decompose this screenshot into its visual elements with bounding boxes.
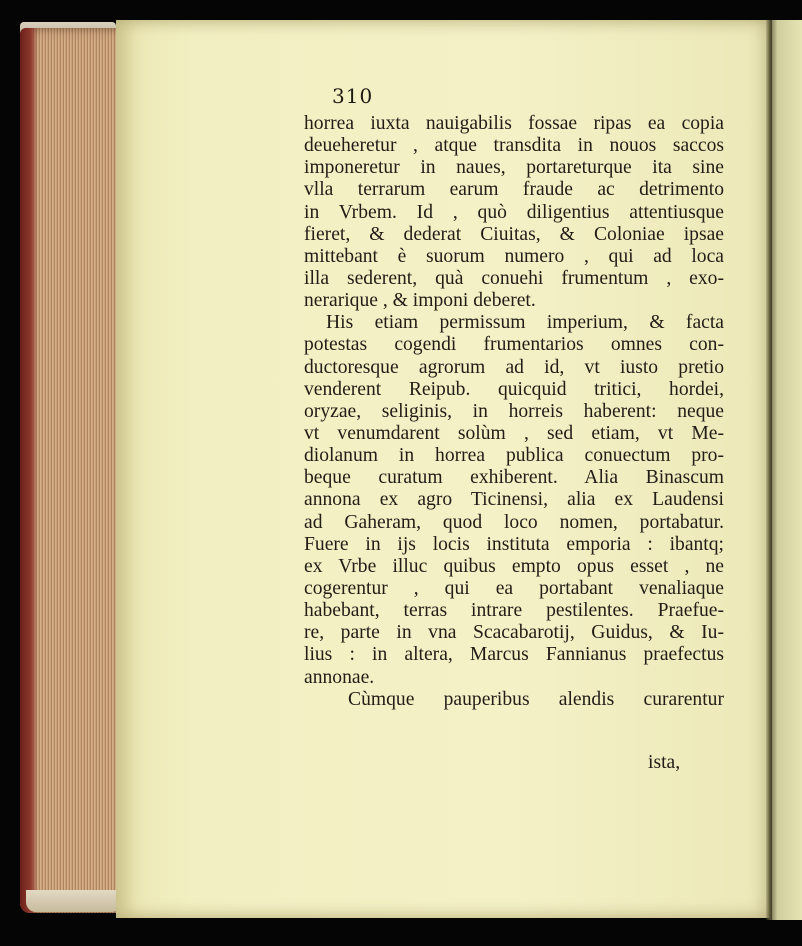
page-number: 310 — [332, 84, 374, 108]
text-line: in Vrbem. Id , quò diligentius attentiusque — [304, 201, 724, 223]
text-line: re, parte in vna Scacabarotij, Guidus, & Iu- — [304, 622, 724, 644]
text-line: annona ex agro Ticinensi, alia ex Laudensi — [304, 489, 724, 511]
text-line: vt venumdarent solùm , sed etiam, vt Me- — [304, 422, 724, 444]
text-line: potestas cogendi frumentarios omnes con- — [304, 334, 724, 356]
text-line: beque curatum exhiberent. Alia Binascum — [304, 467, 724, 489]
text-line: oryzae, seliginis, in horreis haberent: neque — [304, 400, 724, 422]
text-line: vlla terrarum earum fraude ac detrimento — [304, 179, 724, 201]
facing-page-sliver — [772, 20, 802, 920]
text-line: fieret, & dederat Ciuitas, & Coloniae ipsae — [304, 223, 724, 245]
book-fore-edge — [20, 28, 118, 913]
text-line: Fuere in ijs locis instituta emporia : ibantq; — [304, 533, 724, 555]
text-line: Cùmque pauperibus alendis curarentur — [348, 688, 724, 710]
text-line: ductoresque agrorum ad id, vt iusto pretio — [304, 356, 724, 378]
text-line: horrea iuxta nauigabilis fossae ripas ea copia — [304, 113, 724, 134]
text-line: imponeretur in naues, portareturque ita sine — [304, 157, 724, 179]
text-line: ad Gaheram, quod loco nomen, portabatur. — [304, 511, 724, 533]
text-line: habebant, terras intrare pestilentes. Praefue- — [304, 600, 724, 622]
text-line: ex Vrbe illuc quibus empto opus esset , ne — [304, 555, 724, 577]
text-line: nerarique , & imponi deberet. — [304, 290, 536, 312]
text-line: illa sederent, quà conuehi frumentum , exo- — [304, 267, 724, 289]
text-line: diolanum in horrea publica conuectum pro- — [304, 445, 724, 467]
text-line: annonae. — [304, 666, 375, 688]
text-line: lius : in altera, Marcus Fannianus praefectus — [304, 644, 724, 666]
book-bottom-edge — [26, 890, 118, 912]
body-text — [304, 113, 724, 711]
text-line: venderent Reipub. quicquid tritici, hordei, — [304, 378, 724, 400]
text-line: deueheretur , atque transdita in nouos saccos — [304, 135, 724, 157]
text-line: His etiam permissum imperium, & facta — [326, 312, 724, 334]
catchword: ista, — [648, 752, 681, 773]
text-line: cogerentur , qui ea portabant venaliaque — [304, 577, 724, 599]
text-line: mittebant è suorum numero , qui ad loca — [304, 245, 724, 267]
